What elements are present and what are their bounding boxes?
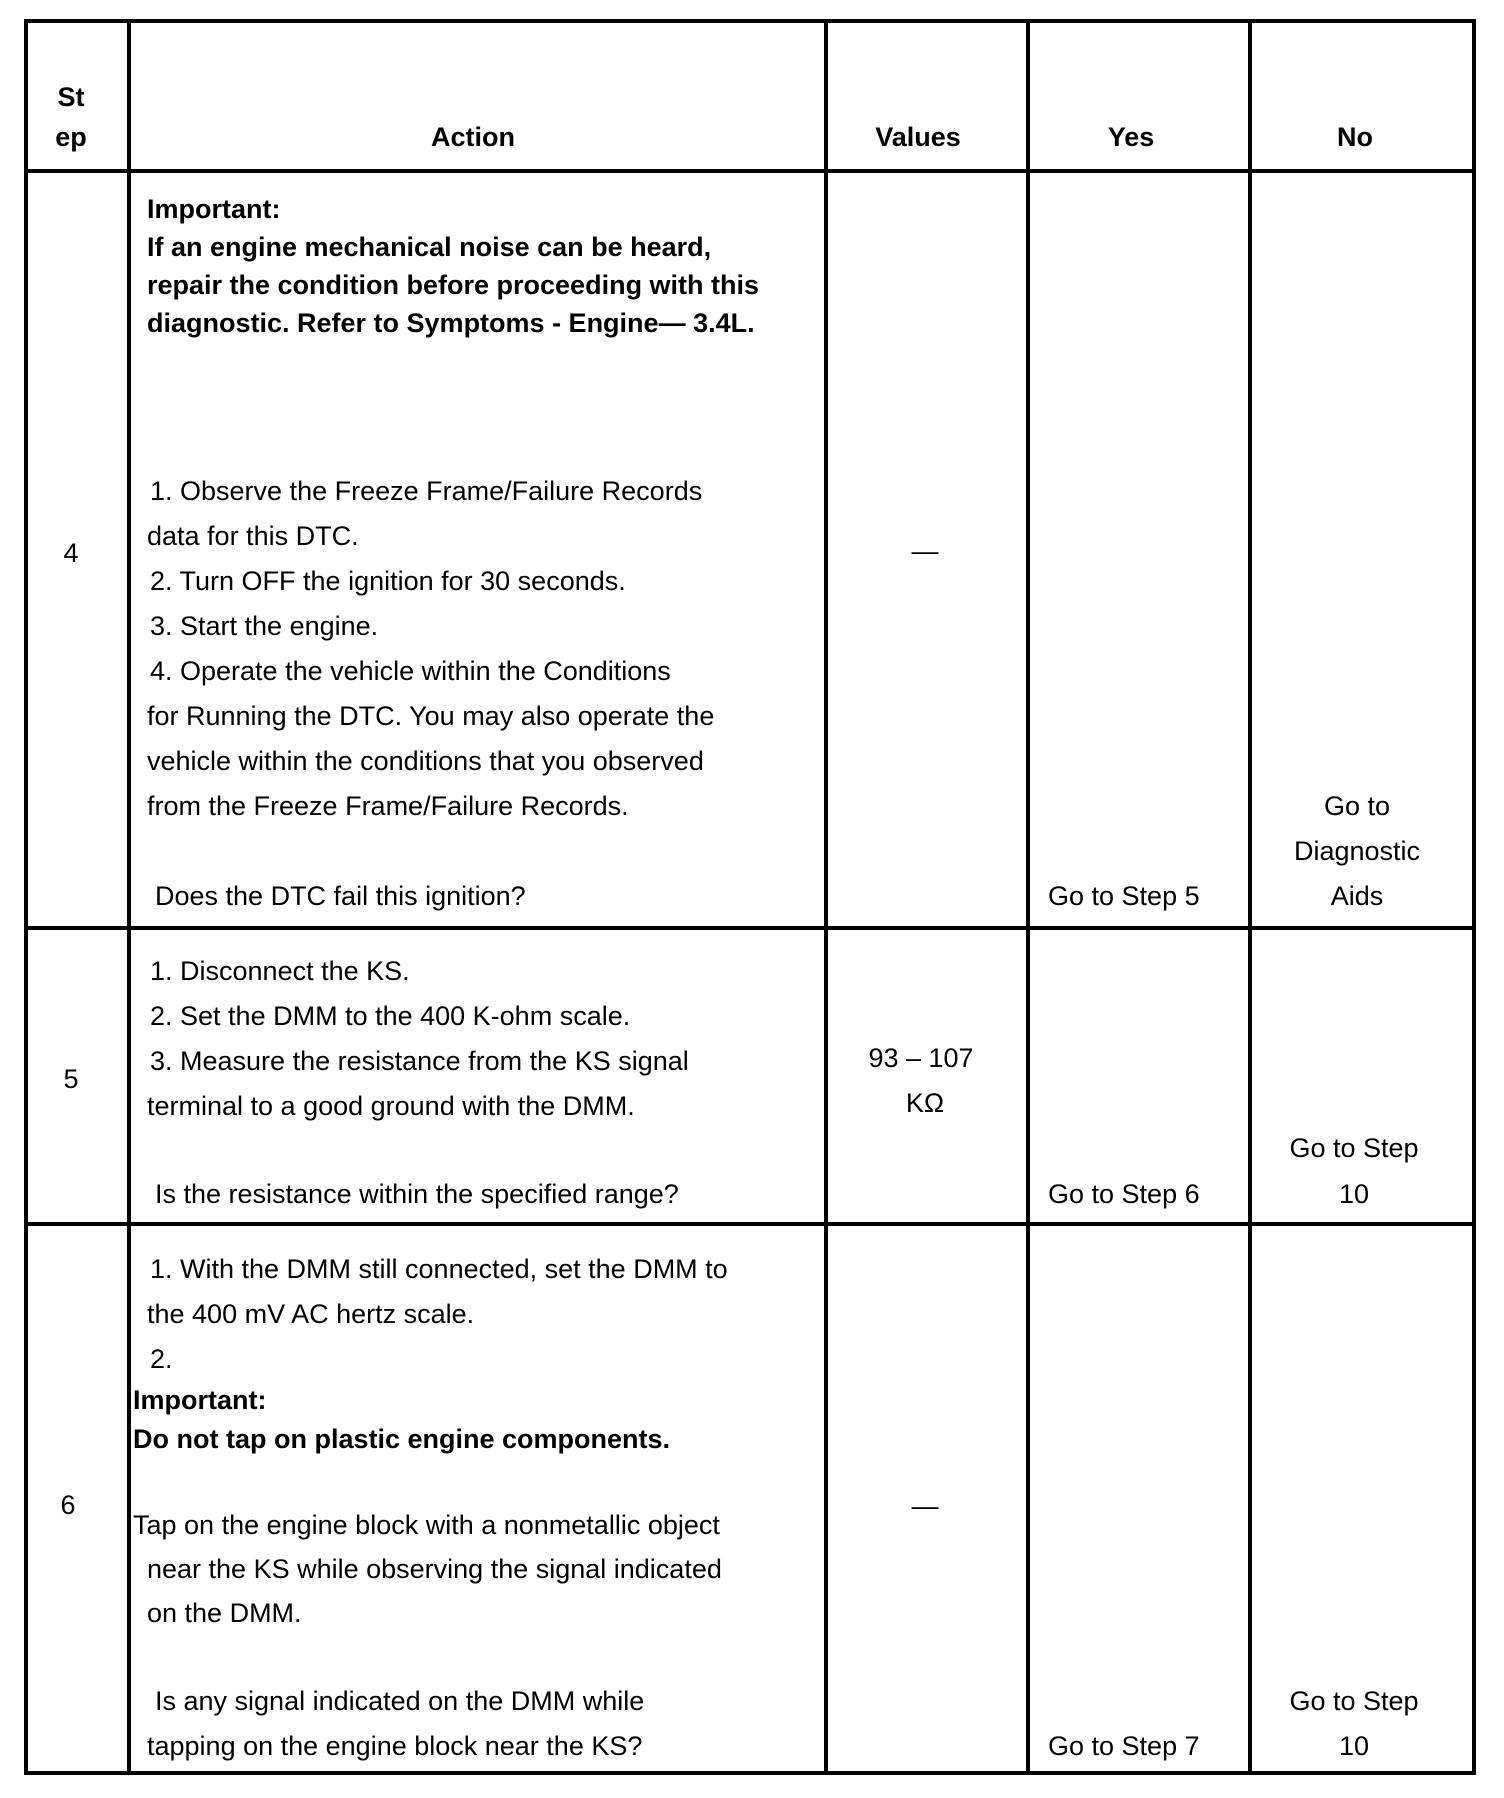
- row5-value-line1: 93 – 107: [868, 1043, 974, 1073]
- header-no: No: [1337, 122, 1373, 152]
- row6-tap-line3: on the DMM.: [147, 1598, 302, 1628]
- row4-step4-line3: vehicle within the conditions that you observed: [147, 746, 704, 776]
- row6-tap-line1: Tap on the engine block with a nonmetallic object: [133, 1510, 720, 1540]
- column-divider-yes-no: [1248, 19, 1252, 1775]
- row4-step1-line2: data for this DTC.: [147, 521, 359, 551]
- header-step-line2: ep: [55, 122, 87, 152]
- row4-important-label: Important:: [147, 194, 281, 224]
- row5-value-line2: KΩ: [905, 1088, 945, 1118]
- row6-step1-line1: 1. With the DMM still connected, set the DMM to: [150, 1254, 728, 1284]
- row5-question: Is the resistance within the specified range?: [155, 1179, 679, 1209]
- row6-tap-line2: near the KS while observing the signal indicated: [147, 1554, 722, 1584]
- row6-step2: 2.: [150, 1344, 173, 1374]
- row5-yes: Go to Step 6: [1048, 1179, 1200, 1209]
- row4-no-line3: Aids: [1330, 881, 1384, 911]
- column-divider-values-yes: [1026, 19, 1030, 1775]
- row5-step3-line1: 3. Measure the resistance from the KS signal: [150, 1046, 689, 1076]
- row4-important-line1: If an engine mechanical noise can be heard,: [147, 232, 712, 262]
- row4-step4-line4: from the Freeze Frame/Failure Records.: [147, 791, 629, 821]
- row4-step1-line1: 1. Observe the Freeze Frame/Failure Records: [150, 476, 703, 506]
- row5-step1: 1. Disconnect the KS.: [150, 956, 410, 986]
- row5-no-line1: Go to Step: [1289, 1133, 1419, 1163]
- row6-important-text: Do not tap on plastic engine components.: [133, 1424, 671, 1454]
- row6-no-line1: Go to Step: [1289, 1686, 1419, 1716]
- row5-step: 5: [63, 1064, 79, 1094]
- row6-value: —: [911, 1491, 939, 1521]
- table-border-top: [24, 19, 1476, 23]
- row6-step1-line2: the 400 mV AC hertz scale.: [147, 1299, 475, 1329]
- row5-step3-line2: terminal to a good ground with the DMM.: [147, 1091, 635, 1121]
- row4-important-line3: diagnostic. Refer to Symptoms - Engine— 3.4L.: [147, 308, 755, 338]
- row6-question-line2: tapping on the engine block near the KS?: [147, 1731, 643, 1761]
- row6-important-label: Important:: [133, 1385, 267, 1415]
- row4-yes: Go to Step 5: [1048, 881, 1200, 911]
- row5-no-line2: 10: [1338, 1179, 1370, 1209]
- header-step-line1: St: [57, 82, 85, 112]
- header-yes: Yes: [1107, 122, 1155, 152]
- header-divider: [24, 169, 1476, 173]
- row4-question: Does the DTC fail this ignition?: [155, 881, 526, 911]
- column-divider-action-values: [824, 19, 828, 1775]
- row6-yes: Go to Step 7: [1048, 1731, 1200, 1761]
- row4-step2: 2. Turn OFF the ignition for 30 seconds.: [150, 566, 626, 596]
- row4-important-line2: repair the condition before proceeding with this: [147, 270, 760, 300]
- row6-step: 6: [60, 1490, 76, 1520]
- row4-step4-line1: 4. Operate the vehicle within the Conditions: [150, 656, 671, 686]
- row6-no-line2: 10: [1338, 1731, 1370, 1761]
- row6-question-line1: Is any signal indicated on the DMM while: [155, 1686, 645, 1716]
- row4-step3: 3. Start the engine.: [150, 611, 379, 641]
- table-border-left: [24, 19, 28, 1775]
- row4-no-line2: Diagnostic: [1293, 836, 1421, 866]
- table-border-right: [1472, 19, 1476, 1775]
- table-border-bottom: [24, 1771, 1476, 1775]
- row4-value: —: [911, 536, 939, 566]
- row5-step2: 2. Set the DMM to the 400 K-ohm scale.: [150, 1001, 631, 1031]
- column-divider-step-action: [127, 19, 131, 1775]
- row4-step4-line2: for Running the DTC. You may also operate the: [147, 701, 715, 731]
- row4-step: 4: [63, 538, 79, 568]
- row-divider-5-6: [24, 1222, 1476, 1226]
- header-action: Action: [431, 122, 515, 152]
- row4-no-line1: Go to: [1323, 791, 1391, 821]
- row-divider-4-5: [24, 926, 1476, 930]
- header-values: Values: [875, 122, 961, 152]
